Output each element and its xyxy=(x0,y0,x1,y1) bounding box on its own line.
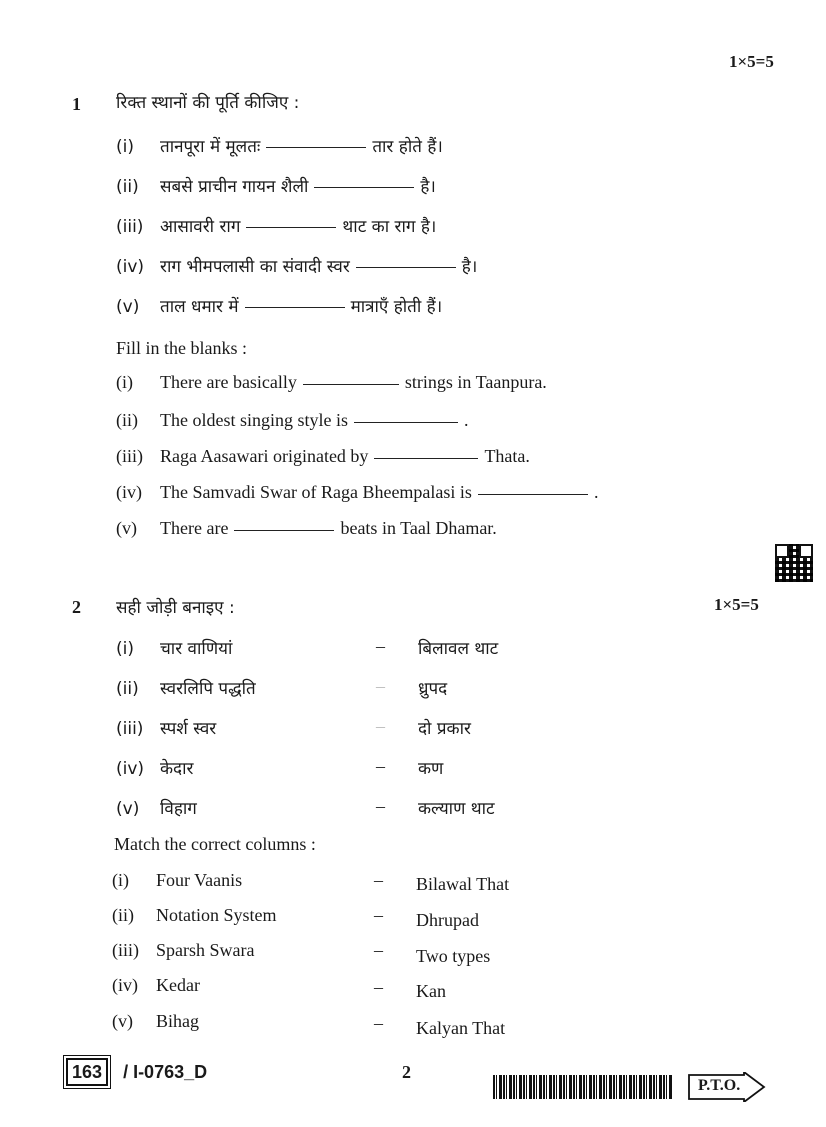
list-item: (v) ताल धमार में मात्राएँ होती हैं। xyxy=(116,297,443,317)
table-row: (v) Bihag xyxy=(112,1011,199,1031)
blank-line xyxy=(356,266,456,268)
blank-line xyxy=(245,306,345,308)
blank-line xyxy=(303,383,399,385)
list-item: (i) तानपूरा में मूलतः तार होते हैं। xyxy=(116,137,443,157)
blank-line xyxy=(314,186,414,188)
pair-dash: – xyxy=(374,1013,383,1033)
table-row: (i) चार वाणियां xyxy=(116,639,233,659)
pto-arrow xyxy=(688,1072,766,1102)
q1-hindi-title: रिक्त स्थानों की पूर्ति कीजिए : xyxy=(116,93,300,113)
pair-right: दो प्रकार xyxy=(418,719,471,739)
pair-right: Kan xyxy=(416,981,446,1001)
q2-english-title: Match the correct columns : xyxy=(114,834,316,854)
barcode-icon xyxy=(493,1075,673,1099)
pair-right: Kalyan That xyxy=(416,1018,506,1038)
pair-dash: – xyxy=(374,977,383,997)
blank-line xyxy=(354,421,458,423)
table-row: (iii) Sparsh Swara xyxy=(112,940,255,960)
table-row: (i) Four Vaanis xyxy=(112,870,243,890)
qr-code-icon xyxy=(775,544,813,582)
pto-label: P.T.O. xyxy=(698,1077,741,1094)
list-item: (iii) Raga Aasawari originated by Thata. xyxy=(116,446,530,466)
q2-number: 2 xyxy=(72,597,81,617)
table-row: (iii) स्पर्श स्वर xyxy=(116,719,217,739)
pair-dash: – xyxy=(376,636,385,656)
pair-right: Two types xyxy=(416,946,491,966)
blank-line xyxy=(374,457,478,459)
table-row: (v) विहाग xyxy=(116,799,197,819)
pair-dash: – xyxy=(376,676,385,696)
blank-line xyxy=(234,529,334,531)
list-item: (iii) आसावरी राग थाट का राग है। xyxy=(116,217,437,237)
code-number: 163 xyxy=(66,1058,108,1086)
pair-dash: – xyxy=(376,756,385,776)
table-row: (ii) स्वरलिपि पद्धति xyxy=(116,679,256,699)
q2-hindi-title: सही जोड़ी बनाइए : xyxy=(116,598,235,618)
pair-right: Dhrupad xyxy=(416,910,479,930)
list-item: (ii) सबसे प्राचीन गायन शैली है। xyxy=(116,177,436,197)
q2-marks: 1×5=5 xyxy=(714,595,759,614)
pair-right: ध्रुपद xyxy=(418,679,448,699)
list-item: (ii) The oldest singing style is . xyxy=(116,410,469,430)
table-row: (ii) Notation System xyxy=(112,905,277,925)
pair-dash: – xyxy=(374,940,383,960)
table-row: (iv) Kedar xyxy=(112,975,200,995)
paper-code xyxy=(66,1058,207,1086)
blank-line xyxy=(246,226,336,228)
q1-english-title: Fill in the blanks : xyxy=(116,338,248,358)
blank-line xyxy=(266,146,366,148)
page-number: 2 xyxy=(402,1062,411,1082)
pair-right: बिलावल थाट xyxy=(418,639,499,659)
pair-dash: – xyxy=(376,716,385,736)
pair-dash: – xyxy=(374,870,383,890)
pair-right: कण xyxy=(418,759,444,779)
list-item: (iv) The Samvadi Swar of Raga Bheempalasi is . xyxy=(116,482,599,502)
q1-number: 1 xyxy=(72,94,81,114)
q1-marks: 1×5=5 xyxy=(729,52,774,71)
list-item: (iv) राग भीमपलासी का संवादी स्वर है। xyxy=(116,257,478,277)
pair-dash: – xyxy=(374,905,383,925)
code-suffix: / I-0763_D xyxy=(123,1062,208,1082)
blank-line xyxy=(478,493,588,495)
pair-right: कल्याण थाट xyxy=(418,799,495,819)
list-item: (i) There are basically strings in Taanpura. xyxy=(116,372,547,392)
pair-dash: – xyxy=(376,796,385,816)
pair-right: Bilawal That xyxy=(416,874,510,894)
list-item: (v) There are beats in Taal Dhamar. xyxy=(116,518,497,538)
table-row: (iv) केदार xyxy=(116,759,194,779)
